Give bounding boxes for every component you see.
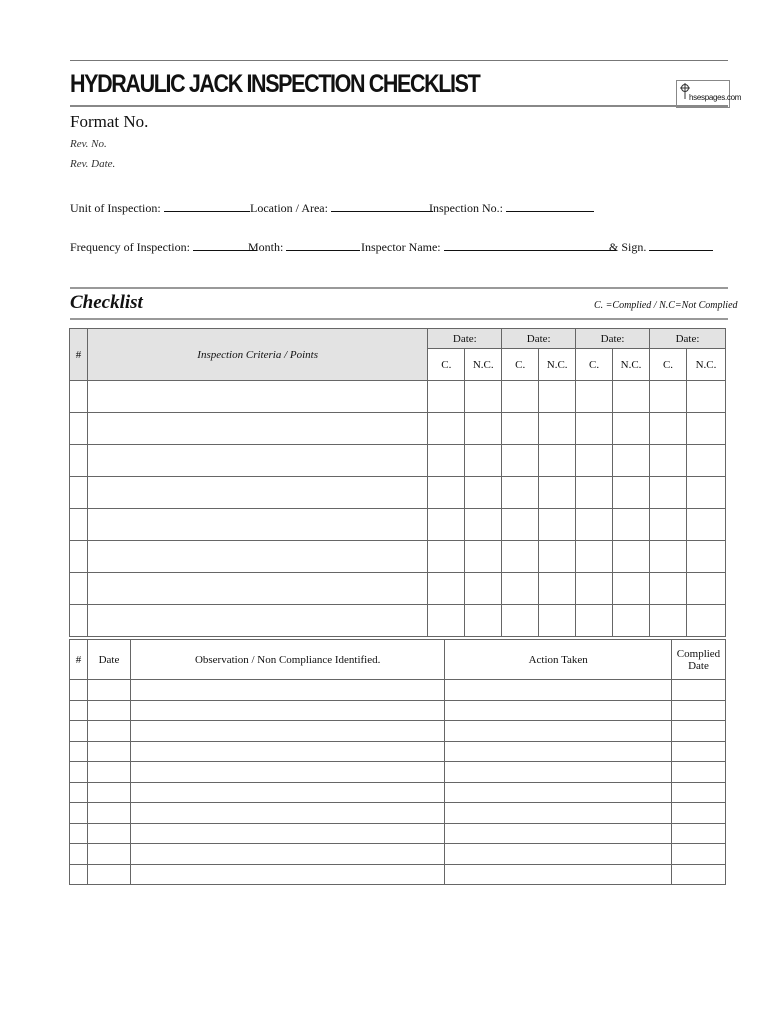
observation-number-cell[interactable] <box>70 803 88 824</box>
observation-date-cell[interactable] <box>87 721 130 742</box>
complied-cell[interactable] <box>502 477 539 509</box>
checklist-row <box>70 541 726 573</box>
criteria-cell[interactable] <box>87 573 427 605</box>
observation-date-header: Date <box>87 640 130 680</box>
complied-date-cell[interactable] <box>671 762 725 783</box>
checklist-top-rule <box>70 287 728 289</box>
complied-cell[interactable] <box>502 445 539 477</box>
complied-cell[interactable] <box>428 541 465 573</box>
complied-cell[interactable] <box>502 541 539 573</box>
observation-cell[interactable] <box>130 782 444 803</box>
month-line[interactable] <box>286 239 360 251</box>
observation-cell[interactable] <box>130 803 444 824</box>
observation-date-cell[interactable] <box>87 680 130 701</box>
observation-date-cell[interactable] <box>87 803 130 824</box>
complied-date-cell[interactable] <box>671 721 725 742</box>
action-taken-cell[interactable] <box>445 803 672 824</box>
format-number-label: Format No. <box>70 112 149 131</box>
action-taken-cell[interactable] <box>445 782 672 803</box>
observation-cell[interactable] <box>130 844 444 865</box>
inspection-number-line[interactable] <box>506 200 594 212</box>
observation-cell[interactable] <box>130 762 444 783</box>
action-taken-cell[interactable] <box>445 741 672 762</box>
logo <box>676 80 742 108</box>
date-header-2: Date: <box>502 329 576 349</box>
observation-number-cell[interactable] <box>70 721 88 742</box>
not-complied-cell[interactable] <box>686 541 725 573</box>
complied-date-cell[interactable] <box>671 803 725 824</box>
inspection-number-field[interactable] <box>429 200 594 216</box>
sign-line[interactable] <box>649 239 713 251</box>
complied-cell[interactable] <box>428 445 465 477</box>
complied-cell[interactable] <box>576 573 613 605</box>
row-number-cell[interactable] <box>70 509 88 541</box>
criteria-cell[interactable] <box>87 541 427 573</box>
observation-date-cell[interactable] <box>87 844 130 865</box>
row-number-cell[interactable] <box>70 445 88 477</box>
location-label: Location / Area: <box>250 201 328 215</box>
not-complied-cell[interactable] <box>465 573 502 605</box>
not-complied-cell[interactable] <box>465 541 502 573</box>
not-complied-cell[interactable] <box>686 509 725 541</box>
checklist-row <box>70 509 726 541</box>
sign-label: & Sign. <box>609 240 647 254</box>
checklist-row <box>70 605 726 637</box>
complied-header: C. <box>428 349 465 381</box>
not-complied-cell[interactable] <box>686 381 725 413</box>
complied-cell[interactable] <box>650 413 687 445</box>
complied-date-cell[interactable] <box>671 700 725 721</box>
not-complied-cell[interactable] <box>465 445 502 477</box>
not-complied-header: N.C. <box>465 349 502 381</box>
not-complied-cell[interactable] <box>539 445 576 477</box>
observation-row <box>70 680 726 701</box>
not-complied-cell[interactable] <box>539 509 576 541</box>
checklist-number-header: # <box>70 329 88 381</box>
complied-date-header-line1: Complied <box>676 647 721 660</box>
observation-cell[interactable] <box>130 823 444 844</box>
frequency-label: Frequency of Inspection: <box>70 240 190 254</box>
inspector-name-label: Inspector Name: <box>361 240 441 254</box>
frequency-field[interactable] <box>70 239 257 255</box>
complied-cell[interactable] <box>650 509 687 541</box>
complied-cell[interactable] <box>428 477 465 509</box>
not-complied-cell[interactable] <box>686 445 725 477</box>
action-taken-cell[interactable] <box>445 721 672 742</box>
not-complied-header: N.C. <box>539 349 576 381</box>
checklist-row <box>70 413 726 445</box>
complied-cell[interactable] <box>428 605 465 637</box>
observation-row <box>70 864 726 885</box>
unit-of-inspection-field[interactable] <box>70 200 250 216</box>
complied-cell[interactable] <box>576 509 613 541</box>
observation-row <box>70 803 726 824</box>
inspection-number-label: Inspection No.: <box>429 201 503 215</box>
title-rule <box>70 105 728 107</box>
complied-date-cell[interactable] <box>671 782 725 803</box>
date-header-3: Date: <box>576 329 650 349</box>
not-complied-cell[interactable] <box>539 573 576 605</box>
action-taken-cell[interactable] <box>445 864 672 885</box>
complied-cell[interactable] <box>650 541 687 573</box>
complied-cell[interactable] <box>576 445 613 477</box>
criteria-cell[interactable] <box>87 445 427 477</box>
observation-row <box>70 844 726 865</box>
action-taken-cell[interactable] <box>445 680 672 701</box>
unit-of-inspection-label: Unit of Inspection: <box>70 201 161 215</box>
row-number-cell[interactable] <box>70 573 88 605</box>
observation-number-cell[interactable] <box>70 762 88 783</box>
complied-cell[interactable] <box>650 381 687 413</box>
complied-date-cell[interactable] <box>671 680 725 701</box>
page-title: HYDRAULIC JACK INSPECTION CHECKLIST <box>70 70 480 98</box>
observation-number-header: # <box>70 640 88 680</box>
action-taken-cell[interactable] <box>445 823 672 844</box>
date-header-4: Date: <box>650 329 726 349</box>
inspector-name-field[interactable] <box>361 239 616 255</box>
not-complied-cell[interactable] <box>465 381 502 413</box>
observation-row <box>70 721 726 742</box>
observation-number-cell[interactable] <box>70 782 88 803</box>
complied-cell[interactable] <box>576 541 613 573</box>
checklist-row <box>70 381 726 413</box>
inspector-name-line[interactable] <box>444 239 616 251</box>
observation-table <box>69 639 726 885</box>
criteria-header: Inspection Criteria / Points <box>87 329 427 381</box>
not-complied-cell[interactable] <box>539 541 576 573</box>
criteria-cell[interactable] <box>87 605 427 637</box>
logo-text: hsespages.com <box>689 93 742 102</box>
observation-row <box>70 823 726 844</box>
not-complied-cell[interactable] <box>686 477 725 509</box>
observation-date-cell[interactable] <box>87 700 130 721</box>
checklist-table <box>69 328 726 637</box>
complied-cell[interactable] <box>576 381 613 413</box>
checklist-row <box>70 445 726 477</box>
not-complied-cell[interactable] <box>613 477 650 509</box>
observation-cell[interactable] <box>130 700 444 721</box>
not-complied-cell[interactable] <box>686 605 725 637</box>
not-complied-cell[interactable] <box>613 381 650 413</box>
observation-date-cell[interactable] <box>87 741 130 762</box>
observation-date-cell[interactable] <box>87 823 130 844</box>
not-complied-cell[interactable] <box>613 509 650 541</box>
complied-date-cell[interactable] <box>671 741 725 762</box>
action-taken-cell[interactable] <box>445 700 672 721</box>
checklist-row <box>70 573 726 605</box>
observation-number-cell[interactable] <box>70 864 88 885</box>
observation-number-cell[interactable] <box>70 741 88 762</box>
complied-cell[interactable] <box>428 509 465 541</box>
action-taken-cell[interactable] <box>445 762 672 783</box>
not-complied-cell[interactable] <box>686 573 725 605</box>
complied-header: C. <box>502 349 539 381</box>
not-complied-cell[interactable] <box>465 477 502 509</box>
observation-row <box>70 762 726 783</box>
not-complied-cell[interactable] <box>613 413 650 445</box>
not-complied-cell[interactable] <box>613 541 650 573</box>
not-complied-cell[interactable] <box>539 413 576 445</box>
row-number-cell[interactable] <box>70 605 88 637</box>
row-number-cell[interactable] <box>70 381 88 413</box>
complied-header: C. <box>650 349 687 381</box>
observation-cell[interactable] <box>130 741 444 762</box>
observation-date-cell[interactable] <box>87 762 130 783</box>
observation-number-cell[interactable] <box>70 680 88 701</box>
observation-cell[interactable] <box>130 864 444 885</box>
complied-cell[interactable] <box>502 573 539 605</box>
row-number-cell[interactable] <box>70 413 88 445</box>
date-header-1: Date: <box>428 329 502 349</box>
rev-number-label: Rev. No. <box>70 138 107 150</box>
complied-cell[interactable] <box>502 509 539 541</box>
checklist-bottom-rule <box>70 318 728 320</box>
complied-cell[interactable] <box>650 573 687 605</box>
observation-date-cell[interactable] <box>87 782 130 803</box>
observation-number-cell[interactable] <box>70 844 88 865</box>
not-complied-header: N.C. <box>613 349 650 381</box>
complied-date-cell[interactable] <box>671 823 725 844</box>
criteria-cell[interactable] <box>87 381 427 413</box>
not-complied-cell[interactable] <box>539 381 576 413</box>
complied-cell[interactable] <box>502 605 539 637</box>
not-complied-cell[interactable] <box>465 413 502 445</box>
not-complied-cell[interactable] <box>465 509 502 541</box>
location-line[interactable] <box>331 200 433 212</box>
row-number-cell[interactable] <box>70 477 88 509</box>
criteria-cell[interactable] <box>87 477 427 509</box>
complied-cell[interactable] <box>502 381 539 413</box>
rev-date-label: Rev. Date. <box>70 158 116 170</box>
action-taken-header: Action Taken <box>445 640 672 680</box>
checklist-row <box>70 477 726 509</box>
complied-cell[interactable] <box>650 605 687 637</box>
complied-date-cell[interactable] <box>671 844 725 865</box>
not-complied-cell[interactable] <box>686 413 725 445</box>
complied-cell[interactable] <box>428 381 465 413</box>
observation-row <box>70 782 726 803</box>
complied-cell[interactable] <box>576 605 613 637</box>
month-field[interactable] <box>248 239 360 255</box>
complied-cell[interactable] <box>576 413 613 445</box>
observation-date-cell[interactable] <box>87 864 130 885</box>
observation-row <box>70 741 726 762</box>
sign-field[interactable] <box>609 239 713 255</box>
not-complied-header: N.C. <box>686 349 725 381</box>
not-complied-cell[interactable] <box>613 573 650 605</box>
checklist-legend: C. =Complied / N.C=Not Complied <box>594 300 738 311</box>
unit-of-inspection-line[interactable] <box>164 200 250 212</box>
month-label: Month: <box>248 240 284 254</box>
complied-cell[interactable] <box>650 477 687 509</box>
criteria-cell[interactable] <box>87 413 427 445</box>
row-number-cell[interactable] <box>70 541 88 573</box>
complied-cell[interactable] <box>576 477 613 509</box>
observation-number-cell[interactable] <box>70 823 88 844</box>
complied-date-header <box>671 640 725 680</box>
checklist-heading: Checklist <box>70 292 143 313</box>
not-complied-cell[interactable] <box>539 477 576 509</box>
observation-number-cell[interactable] <box>70 700 88 721</box>
complied-cell[interactable] <box>428 573 465 605</box>
not-complied-cell[interactable] <box>613 605 650 637</box>
action-taken-cell[interactable] <box>445 844 672 865</box>
not-complied-cell[interactable] <box>465 605 502 637</box>
not-complied-cell[interactable] <box>539 605 576 637</box>
observation-row <box>70 700 726 721</box>
complied-header: C. <box>576 349 613 381</box>
complied-date-cell[interactable] <box>671 864 725 885</box>
complied-date-header-line2: Date <box>688 659 709 672</box>
complied-cell[interactable] <box>502 413 539 445</box>
observation-cell[interactable] <box>130 721 444 742</box>
complied-cell[interactable] <box>428 413 465 445</box>
complied-cell[interactable] <box>650 445 687 477</box>
observation-header: Observation / Non Compliance Identified. <box>130 640 444 680</box>
criteria-cell[interactable] <box>87 509 427 541</box>
top-rule <box>70 60 728 61</box>
not-complied-cell[interactable] <box>613 445 650 477</box>
location-field[interactable] <box>250 200 433 216</box>
observation-cell[interactable] <box>130 680 444 701</box>
